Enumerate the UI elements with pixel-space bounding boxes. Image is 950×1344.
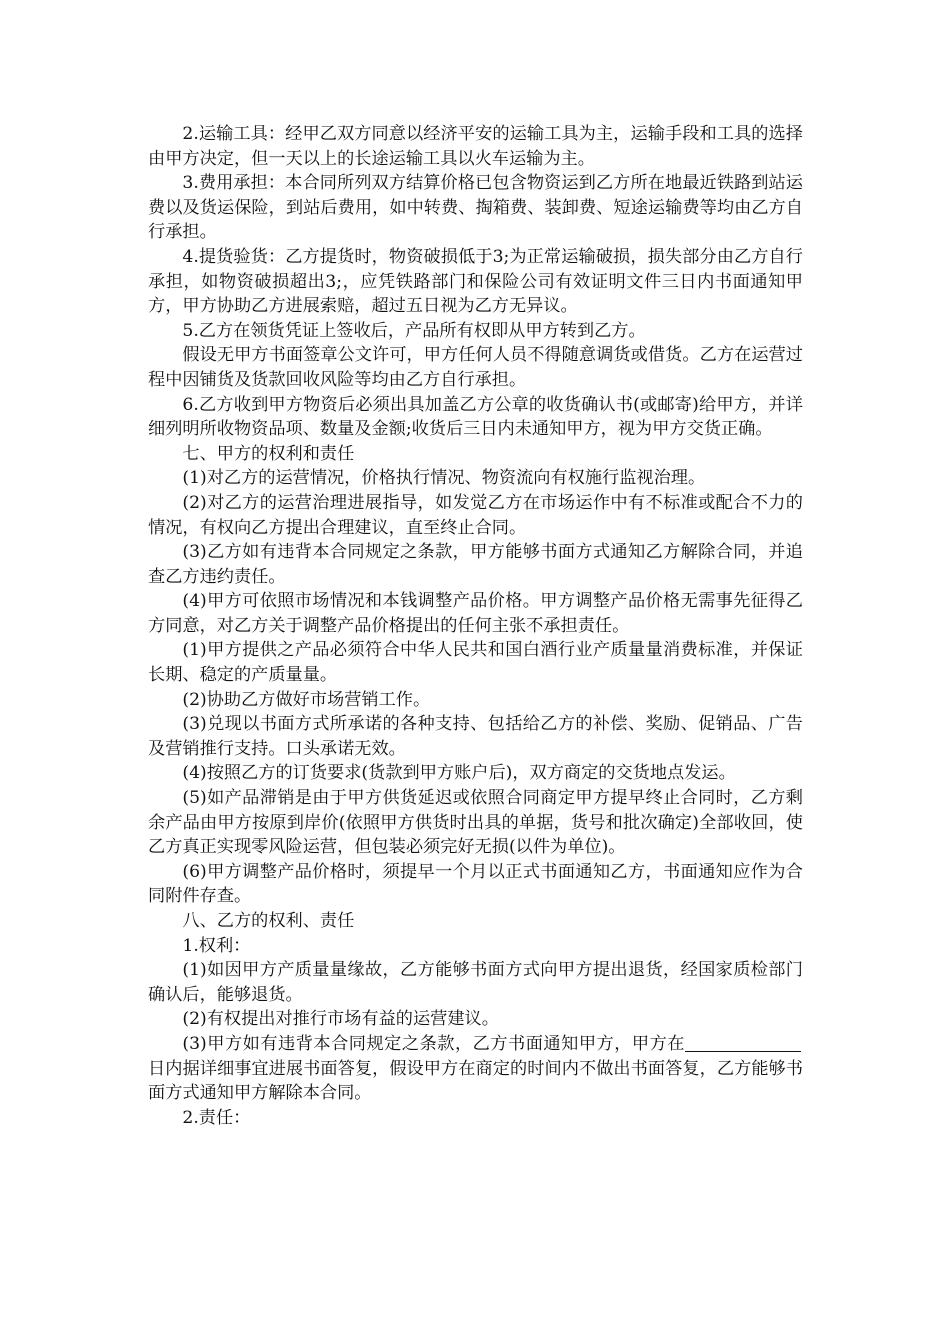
document-body xyxy=(148,122,803,1130)
paragraph: (2)协助乙方做好市场营销工作。 xyxy=(182,689,431,710)
paragraph: (1)甲方提供之产品必须符合中华人民共和国白酒行业产质量量消费标准，并保证长期、稳定的产质量量。 xyxy=(148,640,803,686)
fill-in-blank xyxy=(685,1033,801,1052)
paragraph: (5)如产品滞销是由于甲方供货延迟或依照合同商定甲方提早终止合同时，乙方剩余产品由甲方按原到岸价(依照甲方供货时出具的单据，货号和批次确定)全部收回，使乙方真正实现零风险运营，但包装必须完好无损(以件为单位)。 xyxy=(148,788,803,858)
subheading: 2.责任： xyxy=(182,1107,251,1128)
paragraph: 2.运输工具：经甲乙双方同意以经济平安的运输工具为主，运输手段和工具的选择由甲方决定，但一天以上的长途运输工具以火车运输为主。 xyxy=(148,124,803,169)
section-heading: 八、乙方的权利、责任 xyxy=(182,911,355,931)
paragraph: (3)乙方如有违背本合同规定之条款，甲方能够书面方式通知乙方解除合同，并追查乙方违约责任。 xyxy=(148,542,803,587)
paragraph: (2)有权提出对推行市场有益的运营建议。 xyxy=(182,1009,499,1030)
paragraph: (1)对乙方的运营情况，价格执行情况、物资流向有权施行监视治理。 xyxy=(182,468,706,489)
paragraph: (3)兑现以书面方式所承诺的各种支持、包括给乙方的补偿、奖励、促销品、广告及营销推行支持。口头承诺无效。 xyxy=(148,714,803,759)
paragraph: (2)对乙方的运营治理进展指导，如发觉乙方在市场运作中有不标准或配合不力的情况，有权向乙方提出合理建议，直至终止合同。 xyxy=(148,492,803,538)
paragraph-tail: 日内据详细事宜进展书面答复，假设甲方在商定的时间内不做出书面答复，乙方能够书面方式通知甲方解除本合同。 xyxy=(148,1058,803,1104)
paragraph: 6.乙方收到甲方物资后必须出具加盖乙方公章的收货确认书(或邮寄)给甲方，并详细列明所收物资品项、数量及金额;收货后三日内未通知甲方，视为甲方交货正确。 xyxy=(148,394,803,440)
section-heading: 七、甲方的权利和责任 xyxy=(182,443,355,464)
paragraph: (4)按照乙方的订货要求(货款到甲方账户后)，双方商定的交货地点发运。 xyxy=(182,763,736,784)
paragraph: (6)甲方调整产品价格时，须提早一个月以正式书面通知乙方，书面通知应作为合同附件存查。 xyxy=(148,861,803,907)
paragraph: 3.费用承担：本合同所列双方结算价格已包含物资运到乙方所在地最近铁路到站运费以及货运保险，到站后费用，如中转费、掏箱费、装卸费、短途运输费等均由乙方自行承担。 xyxy=(148,173,803,243)
paragraph-lead: (3)甲方如有违背本合同规定之条款，乙方书面通知甲方，甲方在 xyxy=(182,1033,685,1054)
paragraph: (4)甲方可依照市场情况和本钱调整产品价格。甲方调整产品价格无需事先征得乙方同意，对乙方关于调整产品价格提出的任何主张不承担责任。 xyxy=(148,591,803,636)
paragraph-with-blank xyxy=(148,1032,803,1106)
paragraph: 假设无甲方书面签章公文许可，甲方任何人员不得随意调货或借货。乙方在运营过程中因铺货及货款回收风险等均由乙方自行承担。 xyxy=(148,345,803,390)
paragraph: 5.乙方在领货凭证上签收后，产品所有权即从甲方转到乙方。 xyxy=(182,320,646,341)
subheading: 1.权利： xyxy=(182,935,251,956)
paragraph: (1)如因甲方产质量量缘故，乙方能够书面方式向甲方提出退货，经国家质检部门确认后，能够退货。 xyxy=(148,960,803,1005)
paragraph: 4.提货验货：乙方提货时，物资破损低于3;为正常运输破损，损失部分由乙方自行承担，如物资破损超出3;，应凭铁路部门和保险公司有效证明文件三日内书面通知甲方，甲方协助乙方进展索赔，超过五日视为乙方无异议。 xyxy=(148,246,803,317)
